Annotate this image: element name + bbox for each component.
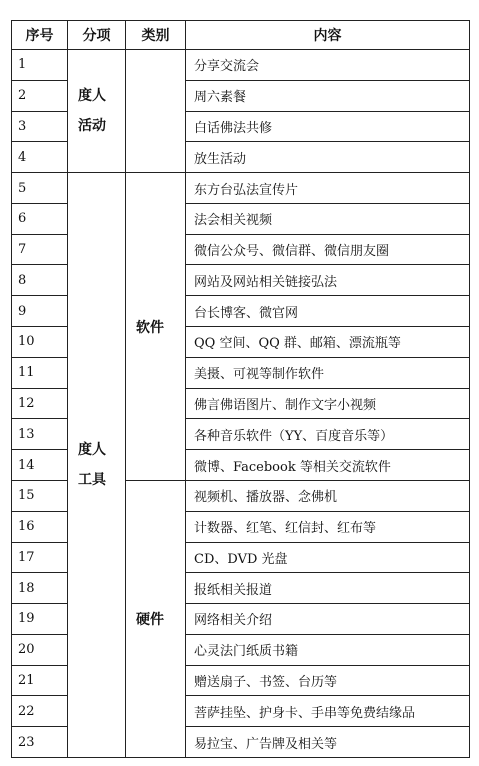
row-number: 21 <box>12 665 68 696</box>
row-content: 计数器、红笔、红信封、红布等 <box>186 511 470 542</box>
row-content: 分享交流会 <box>186 50 470 81</box>
row-content: QQ 空间、QQ 群、邮箱、漂流瓶等 <box>186 327 470 358</box>
row-content: 微博、Facebook 等相关交流软件 <box>186 450 470 481</box>
row-number: 9 <box>12 296 68 327</box>
row-number: 6 <box>12 203 68 234</box>
row-number: 18 <box>12 573 68 604</box>
header-type: 类别 <box>126 21 186 50</box>
row-number: 15 <box>12 480 68 511</box>
category-cell-activities <box>68 50 126 173</box>
row-content: 网络相关介绍 <box>186 604 470 635</box>
row-number: 10 <box>12 327 68 358</box>
row-content: 周六素餐 <box>186 80 470 111</box>
row-content: 菩萨挂坠、护身卡、手串等免费结缘品 <box>186 696 470 727</box>
row-content: 易拉宝、广告牌及相关等 <box>186 727 470 758</box>
row-content: 微信公众号、微信群、微信朋友圈 <box>186 234 470 265</box>
row-number: 14 <box>12 450 68 481</box>
row-number: 13 <box>12 419 68 450</box>
category-label-line: 度人 <box>78 442 106 459</box>
row-number: 16 <box>12 511 68 542</box>
category-cell-tools <box>68 173 126 758</box>
header-row <box>12 21 470 50</box>
row-number: 12 <box>12 388 68 419</box>
row-content: 白话佛法共修 <box>186 111 470 142</box>
type-cell-software: 软件 <box>126 173 186 481</box>
type-cell-hardware: 硬件 <box>126 480 186 757</box>
row-content: 法会相关视频 <box>186 203 470 234</box>
row-content: 美摄、可视等制作软件 <box>186 357 470 388</box>
table-row <box>12 173 470 204</box>
row-content: 网站及网站相关链接弘法 <box>186 265 470 296</box>
header-category: 分项 <box>68 21 126 50</box>
row-number: 20 <box>12 634 68 665</box>
row-number: 1 <box>12 50 68 81</box>
row-number: 2 <box>12 80 68 111</box>
row-number: 23 <box>12 727 68 758</box>
row-content: 各种音乐软件（YY、百度音乐等） <box>186 419 470 450</box>
row-content: 赠送扇子、书签、台历等 <box>186 665 470 696</box>
row-content: 台长博客、微官网 <box>186 296 470 327</box>
category-label-line: 工具 <box>78 472 106 489</box>
row-content: 佛言佛语图片、制作文字小视频 <box>186 388 470 419</box>
row-number: 17 <box>12 542 68 573</box>
row-content: 视频机、播放器、念佛机 <box>186 480 470 511</box>
row-content: CD、DVD 光盘 <box>186 542 470 573</box>
row-number: 4 <box>12 142 68 173</box>
header-seq: 序号 <box>12 21 68 50</box>
category-label-line: 度人 <box>78 88 106 105</box>
row-content: 心灵法门纸质书籍 <box>186 634 470 665</box>
category-label-line: 活动 <box>78 118 106 135</box>
header-content: 内容 <box>186 21 470 50</box>
row-number: 22 <box>12 696 68 727</box>
row-number: 11 <box>12 357 68 388</box>
row-number: 19 <box>12 604 68 635</box>
row-content: 报纸相关报道 <box>186 573 470 604</box>
table-row <box>12 50 470 81</box>
row-number: 3 <box>12 111 68 142</box>
row-content: 东方台弘法宣传片 <box>186 173 470 204</box>
row-number: 8 <box>12 265 68 296</box>
type-cell-empty <box>126 50 186 173</box>
outreach-table <box>11 20 470 758</box>
row-number: 5 <box>12 173 68 204</box>
row-content: 放生活动 <box>186 142 470 173</box>
row-number: 7 <box>12 234 68 265</box>
